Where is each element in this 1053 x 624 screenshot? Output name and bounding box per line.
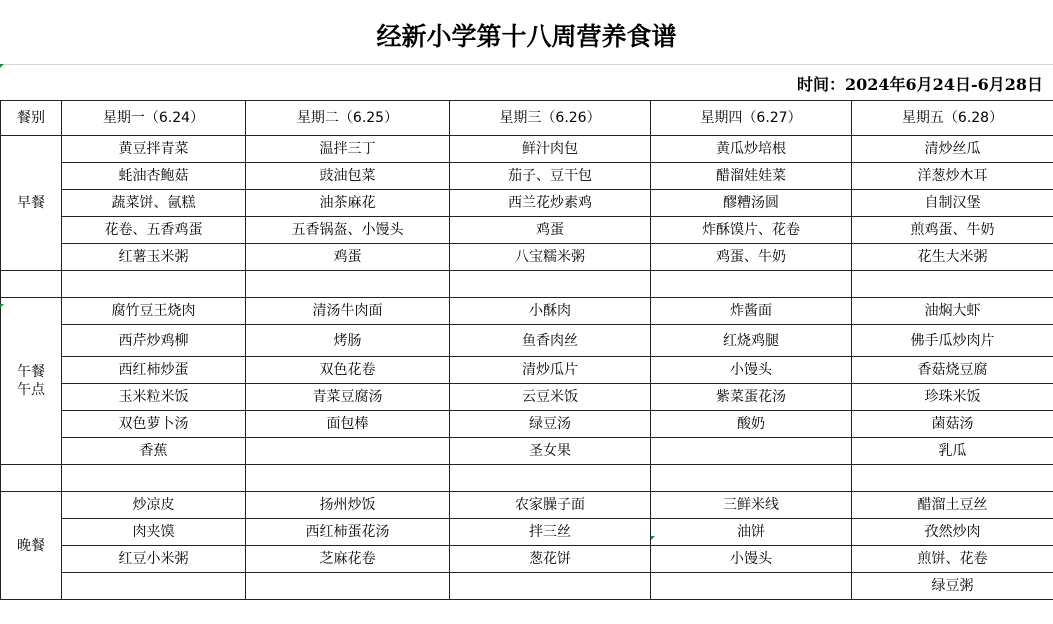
menu-cell: 油饼 xyxy=(651,519,852,546)
dinner-row xyxy=(1,573,1053,600)
spacer-row xyxy=(1,465,1053,492)
menu-cell: 鱼香肉丝 xyxy=(450,325,651,357)
menu-cell: 茄子、豆干包 xyxy=(450,163,651,190)
breakfast-row xyxy=(1,190,1053,217)
meal-label-lunch xyxy=(1,298,62,465)
menu-cell: 黄豆拌青菜 xyxy=(62,136,246,163)
menu-cell: 云豆米饭 xyxy=(450,384,651,411)
meal-label-breakfast: 早餐 xyxy=(1,136,62,271)
empty-cell xyxy=(852,271,1053,298)
empty-cell xyxy=(450,271,651,298)
menu-cell: 鸡蛋、牛奶 xyxy=(651,244,852,271)
menu-cell: 醋溜娃娃菜 xyxy=(651,163,852,190)
empty-cell xyxy=(1,271,62,298)
lunch-row xyxy=(1,298,1053,325)
menu-cell: 蔬菜饼、氤糕 xyxy=(62,190,246,217)
menu-cell: 菌菇汤 xyxy=(852,411,1053,438)
menu-cell: 洋葱炒木耳 xyxy=(852,163,1053,190)
menu-cell: 清汤牛肉面 xyxy=(246,298,450,325)
meal-label-dinner: 晚餐 xyxy=(1,492,62,600)
cell-marker-icon xyxy=(651,536,655,540)
menu-cell: 西红柿炒蛋 xyxy=(62,357,246,384)
empty-cell xyxy=(651,465,852,492)
meal-label-lunch-line2: 午点 xyxy=(17,382,45,398)
title-row xyxy=(0,0,1053,65)
menu-cell: 珍珠米饭 xyxy=(852,384,1053,411)
menu-cell: 红豆小米粥 xyxy=(62,546,246,573)
empty-cell xyxy=(62,465,246,492)
menu-cell: 乳瓜 xyxy=(852,438,1053,465)
menu-cell xyxy=(62,573,246,600)
lunch-row xyxy=(1,438,1053,465)
menu-cell: 醪糟汤圆 xyxy=(651,190,852,217)
menu-cell: 小馒头 xyxy=(651,546,852,573)
spacer-row xyxy=(1,271,1053,298)
menu-cell: 面包棒 xyxy=(246,411,450,438)
empty-cell xyxy=(246,271,450,298)
menu-cell: 鲜汁肉包 xyxy=(450,136,651,163)
menu-cell: 佛手瓜炒肉片 xyxy=(852,325,1053,357)
menu-cell xyxy=(246,573,450,600)
menu-cell: 扬州炒饭 xyxy=(246,492,450,519)
menu-cell xyxy=(651,438,852,465)
empty-cell xyxy=(1,465,62,492)
menu-cell xyxy=(246,438,450,465)
menu-cell: 孜然炒肉 xyxy=(852,519,1053,546)
menu-cell: 香蕉 xyxy=(62,438,246,465)
menu-cell: 炸酱面 xyxy=(651,298,852,325)
menu-cell: 圣女果 xyxy=(450,438,651,465)
menu-cell: 油焖大虾 xyxy=(852,298,1053,325)
menu-cell: 炸酥馍片、花卷 xyxy=(651,217,852,244)
menu-cell: 玉米粒米饭 xyxy=(62,384,246,411)
menu-cell xyxy=(651,573,852,600)
menu-cell: 酸奶 xyxy=(651,411,852,438)
menu-cell: 双色萝卜汤 xyxy=(62,411,246,438)
time-row xyxy=(0,64,1053,101)
day-header-wednesday: 星期三（6.26） xyxy=(450,101,651,136)
dinner-row xyxy=(1,492,1053,519)
lunch-row xyxy=(1,357,1053,384)
dinner-row xyxy=(1,519,1053,546)
dinner-row xyxy=(1,546,1053,573)
date-range: 时间：2024年6月24日-6月28日 xyxy=(797,75,1043,94)
menu-cell: 芝麻花卷 xyxy=(246,546,450,573)
menu-cell: 小馒头 xyxy=(651,357,852,384)
menu-cell: 黄瓜炒培根 xyxy=(651,136,852,163)
menu-cell: 香菇烧豆腐 xyxy=(852,357,1053,384)
menu-cell: 拌三丝 xyxy=(450,519,651,546)
day-header-monday: 星期一（6.24） xyxy=(62,101,246,136)
menu-cell: 三鲜米线 xyxy=(651,492,852,519)
menu-cell: 紫菜蛋花汤 xyxy=(651,384,852,411)
menu-cell: 绿豆粥 xyxy=(852,573,1053,600)
menu-cell: 自制汉堡 xyxy=(852,190,1053,217)
menu-cell: 八宝糯米粥 xyxy=(450,244,651,271)
menu-cell: 蚝油杏鲍菇 xyxy=(62,163,246,190)
menu-cell: 双色花卷 xyxy=(246,357,450,384)
day-header-friday: 星期五（6.28） xyxy=(852,101,1053,136)
menu-cell: 清炒丝瓜 xyxy=(852,136,1053,163)
menu-cell: 绿豆汤 xyxy=(450,411,651,438)
menu-cell: 温拌三丁 xyxy=(246,136,450,163)
menu-cell: 煎饼、花卷 xyxy=(852,546,1053,573)
meal-label-lunch-line1: 午餐 xyxy=(17,364,45,380)
menu-cell: 西兰花炒素鸡 xyxy=(450,190,651,217)
menu-table xyxy=(0,100,1053,600)
menu-cell: 红薯玉米粥 xyxy=(62,244,246,271)
empty-cell xyxy=(852,465,1053,492)
empty-cell xyxy=(651,271,852,298)
empty-cell xyxy=(246,465,450,492)
breakfast-row xyxy=(1,244,1053,271)
empty-cell xyxy=(450,465,651,492)
menu-cell: 腐竹豆王烧肉 xyxy=(62,298,246,325)
menu-cell: 红烧鸡腿 xyxy=(651,325,852,357)
menu-cell: 鸡蛋 xyxy=(246,244,450,271)
menu-cell: 炒凉皮 xyxy=(62,492,246,519)
lunch-row xyxy=(1,411,1053,438)
menu-cell: 清炒瓜片 xyxy=(450,357,651,384)
menu-cell: 烤肠 xyxy=(246,325,450,357)
header-row xyxy=(1,101,1053,136)
lunch-row xyxy=(1,325,1053,357)
page-title: 经新小学第十八周营养食谱 xyxy=(376,22,677,51)
menu-cell: 花卷、五香鸡蛋 xyxy=(62,217,246,244)
menu-cell: 五香锅盔、小馒头 xyxy=(246,217,450,244)
breakfast-row xyxy=(1,217,1053,244)
empty-cell xyxy=(62,271,246,298)
breakfast-row xyxy=(1,136,1053,163)
menu-cell: 农家臊子面 xyxy=(450,492,651,519)
meal-column-header: 餐别 xyxy=(1,101,62,136)
menu-cell xyxy=(450,573,651,600)
menu-cell: 鸡蛋 xyxy=(450,217,651,244)
menu-cell: 油茶麻花 xyxy=(246,190,450,217)
menu-cell: 葱花饼 xyxy=(450,546,651,573)
menu-cell: 小酥肉 xyxy=(450,298,651,325)
menu-cell: 醋溜土豆丝 xyxy=(852,492,1053,519)
menu-cell: 西红柿蛋花汤 xyxy=(246,519,450,546)
cell-marker-icon xyxy=(0,304,4,308)
day-header-thursday: 星期四（6.27） xyxy=(651,101,852,136)
menu-cell: 肉夹馍 xyxy=(62,519,246,546)
menu-cell: 花生大米粥 xyxy=(852,244,1053,271)
menu-cell: 青菜豆腐汤 xyxy=(246,384,450,411)
menu-cell: 豉油包菜 xyxy=(246,163,450,190)
lunch-row xyxy=(1,384,1053,411)
menu-cell: 煎鸡蛋、牛奶 xyxy=(852,217,1053,244)
day-header-tuesday: 星期二（6.25） xyxy=(246,101,450,136)
breakfast-row xyxy=(1,163,1053,190)
menu-cell: 西芹炒鸡柳 xyxy=(62,325,246,357)
